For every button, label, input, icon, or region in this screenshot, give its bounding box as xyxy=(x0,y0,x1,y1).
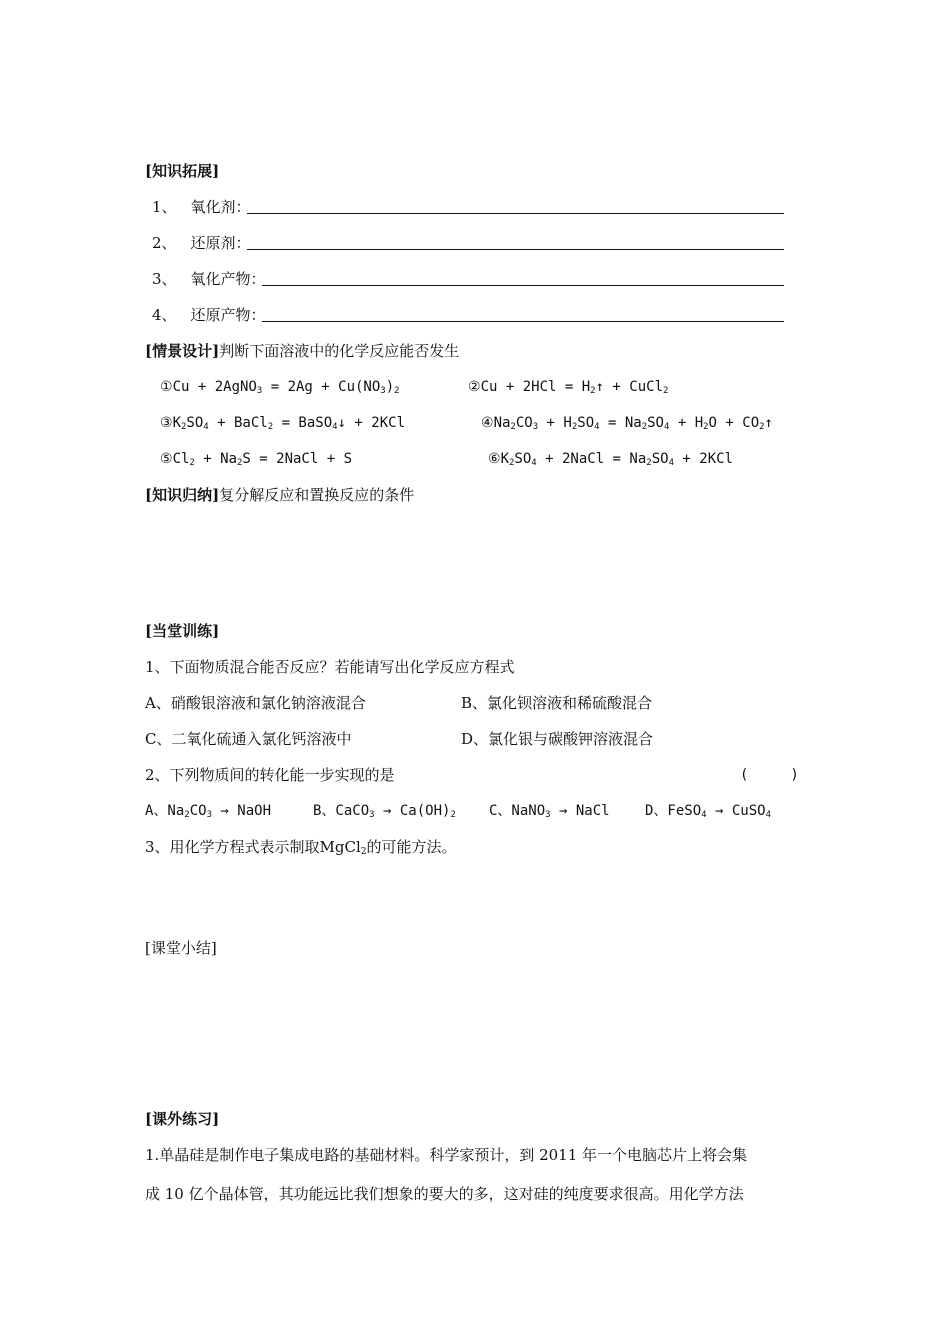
item-label: 氧化产物： xyxy=(190,270,266,288)
equation-1: ①Cu + 2AgNO$_3$ = $2Ag + Cu(NO_3)_2$ xyxy=(160,379,400,396)
answer-blank-line[interactable] xyxy=(262,285,784,286)
summary-text: 复分解反应和置换反应的条件 xyxy=(219,486,415,504)
question-2-option-d: D、FeSO$_4$ → CuSO$_4$ xyxy=(645,803,772,820)
item-number: 3、 xyxy=(152,270,177,288)
item-label: 还原产物： xyxy=(190,306,266,324)
answer-blank-line[interactable] xyxy=(262,321,784,322)
section-heading-homework: [课外练习] xyxy=(145,1110,220,1128)
item-oxidation-product xyxy=(152,269,266,289)
summary-line xyxy=(145,485,414,505)
homework-paragraph-line-1: 1.单晶硅是制作电子集成电路的基础材料。科学家预计，到 2011 年一个电脑芯片上将会集 xyxy=(145,1146,748,1164)
item-label: 还原剂： xyxy=(190,234,251,252)
item-oxidizer xyxy=(152,197,251,217)
equation-5: $⑤Cl_2 + Na_2S$ = 2NaCl + S xyxy=(160,451,352,468)
question-1-option-c: C、二氧化硫通入氯化钙溶液中 xyxy=(145,730,352,748)
answer-blank-line[interactable] xyxy=(247,213,784,214)
scenario-line xyxy=(145,341,459,361)
question-1: 1、下面物质混合能否反应？若能请写出化学反应方程式 xyxy=(145,658,515,676)
section-heading-class-summary: [课堂小结] xyxy=(145,939,217,957)
answer-blank-line[interactable] xyxy=(247,249,784,250)
question-2-option-a: A、$Na_2CO_3$ → NaOH xyxy=(145,803,272,820)
homework-paragraph-line-2: 成 10 亿个晶体管，其功能远比我们想象的要大的多，这对硅的纯度要求很高。用化学方法 xyxy=(145,1185,744,1203)
section-heading-knowledge-summary: [知识归纳] xyxy=(145,486,220,504)
equation-4: $④Na_2CO_3 + H_2SO_4 = Na_2SO_4 + H_2O$ + $CO_2↑$ xyxy=(481,415,773,432)
question-1-option-d: D、氯化银与碳酸钾溶液混合 xyxy=(461,730,654,748)
equation-3: $③K_2SO_4$ + BaCl$_2$ = BaSO$_4$↓ + 2KCl xyxy=(160,415,406,432)
question-1-option-b: B、氯化钡溶液和稀硫酸混合 xyxy=(461,694,653,712)
question-2: 2、下列物质间的转化能一步实现的是 xyxy=(145,766,395,784)
item-label: 氧化剂： xyxy=(190,198,251,216)
scenario-text: 判断下面溶液中的化学反应能否发生 xyxy=(219,342,460,360)
item-number: 4、 xyxy=(152,306,177,324)
section-heading-class-training: [当堂训练] xyxy=(145,622,220,640)
question-2-answer-paren[interactable]: ( ) xyxy=(740,767,799,783)
item-number: 2、 xyxy=(152,234,177,252)
question-2-option-b: B、CaCO$_3$ → $Ca(OH)_2$ xyxy=(313,803,456,820)
section-heading-knowledge-extension: [知识拓展] xyxy=(145,162,220,180)
question-3: 3、用化学方程式表示制取MgCl$_2$的可能方法。 xyxy=(145,838,457,857)
item-number: 1、 xyxy=(152,198,177,216)
item-reducer xyxy=(152,233,251,253)
question-1-option-a: A、硝酸银溶液和氯化钠溶液混合 xyxy=(145,694,366,712)
section-heading-scenario: [情景设计] xyxy=(145,342,220,360)
question-2-option-c: C、NaNO$_3$ → NaCl xyxy=(489,803,610,820)
equation-2: ②Cu + $2HCl = H_2↑$ + CuCl$_2$ xyxy=(468,379,669,396)
item-reduction-product xyxy=(152,305,266,325)
equation-6: $⑥K_2SO_4$ + 2NaCl = $Na_2SO_4 + 2KCl$ xyxy=(488,451,733,468)
